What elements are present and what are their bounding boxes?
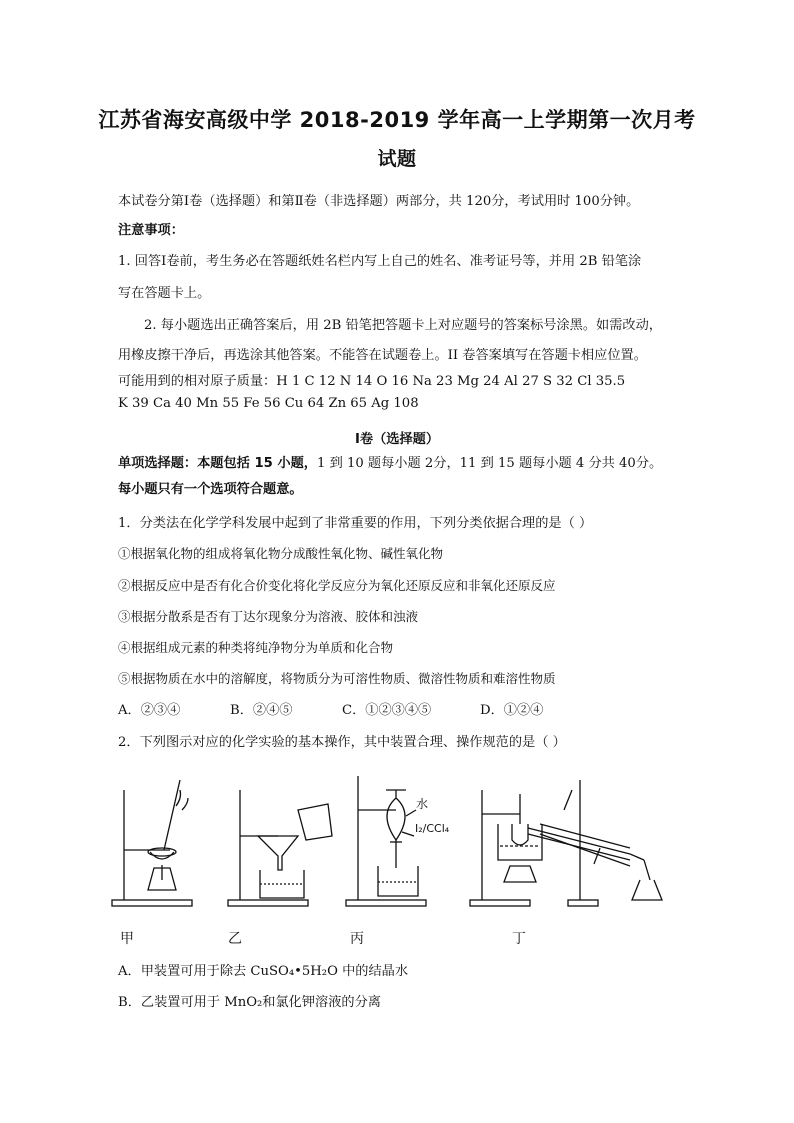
section-desc-bold: 单项选择题：本题包括 15 小题， [118, 456, 317, 471]
q2-option-b[interactable]: B．乙装置可用于 MnO₂和氯化钾溶液的分离 [118, 995, 381, 1010]
notice-item-1-cont: 写在答题卡上。 [118, 286, 211, 301]
q1-option-c[interactable]: C．①②③④⑤ [342, 703, 432, 718]
q1-item-2: ②根据反应中是否有化合价变化将化学反应分为氧化还原反应和非氧化还原反应 [118, 578, 556, 593]
notice-heading: 注意事项： [118, 223, 184, 238]
section-desc-line2: 每小题只有一个选项符合题意。 [118, 482, 303, 497]
notice-item-1: 1. 回答Ⅰ卷前，考生务必在答题纸姓名栏内写上自己的姓名、准考证号等，并用 2B 铅笔涂 [118, 254, 642, 269]
apparatus-label-bing: 丙 [350, 931, 364, 947]
diagram-label-water: 水 [416, 797, 429, 811]
apparatus-label-jia: 甲 [120, 931, 134, 947]
exam-title: 江苏省海安高级中学 2018-2019 学年高一上学期第一次月考 [98, 108, 696, 132]
apparatus-ding [470, 780, 662, 906]
apparatus-yi [228, 790, 332, 906]
section-desc-rest: 1 到 10 题每小题 2分，11 到 15 题每小题 4 分共 40分。 [316, 456, 663, 471]
q1-stem: 1．分类法在化学学科发展中起到了非常重要的作用，下列分类依据合理的是（ ） [118, 516, 593, 531]
section-title: Ⅰ卷（选择题） [354, 432, 440, 447]
apparatus-label-yi: 乙 [228, 931, 242, 947]
q1-item-5: ⑤根据物质在水中的溶解度，将物质分为可溶性物质、微溶性物质和难溶性物质 [118, 671, 556, 686]
q1-item-1: ①根据氧化物的组成将氧化物分成酸性氧化物、碱性氧化物 [118, 546, 444, 561]
apparatus-diagram [110, 770, 670, 920]
q2-option-a[interactable]: A．甲装置可用于除去 CuSO₄•5H₂O 中的结晶水 [118, 964, 409, 979]
atomic-masses-cont: K 39 Ca 40 Mn 55 Fe 56 Cu 64 Zn 65 Ag 108 [118, 396, 419, 411]
section-desc [118, 452, 662, 471]
intro-text: 本试卷分第Ⅰ卷（选择题）和第Ⅱ卷（非选择题）两部分，共 120分，考试用时 100分钟。 [118, 194, 640, 209]
q1-options [118, 699, 543, 718]
atomic-masses: 可能用到的相对原子质量：H 1 C 12 N 14 O 16 Na 23 Mg 24 Al 27 S 32 Cl 35.5 [118, 374, 626, 389]
apparatus-label-ding: 丁 [512, 931, 526, 947]
q1-option-b[interactable]: B．②④⑤ [230, 703, 293, 718]
apparatus-bing [346, 776, 429, 906]
q2-stem: 2．下列图示对应的化学实验的基本操作，其中装置合理、操作规范的是（ ） [118, 735, 566, 750]
notice-item-2-cont: 用橡皮擦干净后，再选涂其他答案。不能答在试题卷上。II 卷答案填写在答题卡相应位置。 [118, 348, 647, 363]
notice-item-2: 2. 每小题选出正确答案后，用 2B 铅笔把答题卡上对应题号的答案标号涂黑。如需改动， [144, 318, 662, 333]
exam-title-line2: 试题 [377, 148, 417, 170]
q1-item-4: ④根据组成元素的种类将纯净物分为单质和化合物 [118, 640, 394, 655]
q1-option-a[interactable]: A．②③④ [118, 703, 181, 718]
q1-option-d[interactable]: D．①②④ [480, 703, 544, 718]
diagram-label-reagent: I₂/CCl₄ [415, 822, 450, 835]
apparatus-jia [112, 780, 192, 906]
q1-item-3: ③根据分散系是否有丁达尔现象分为溶液、胶体和浊液 [118, 609, 419, 624]
